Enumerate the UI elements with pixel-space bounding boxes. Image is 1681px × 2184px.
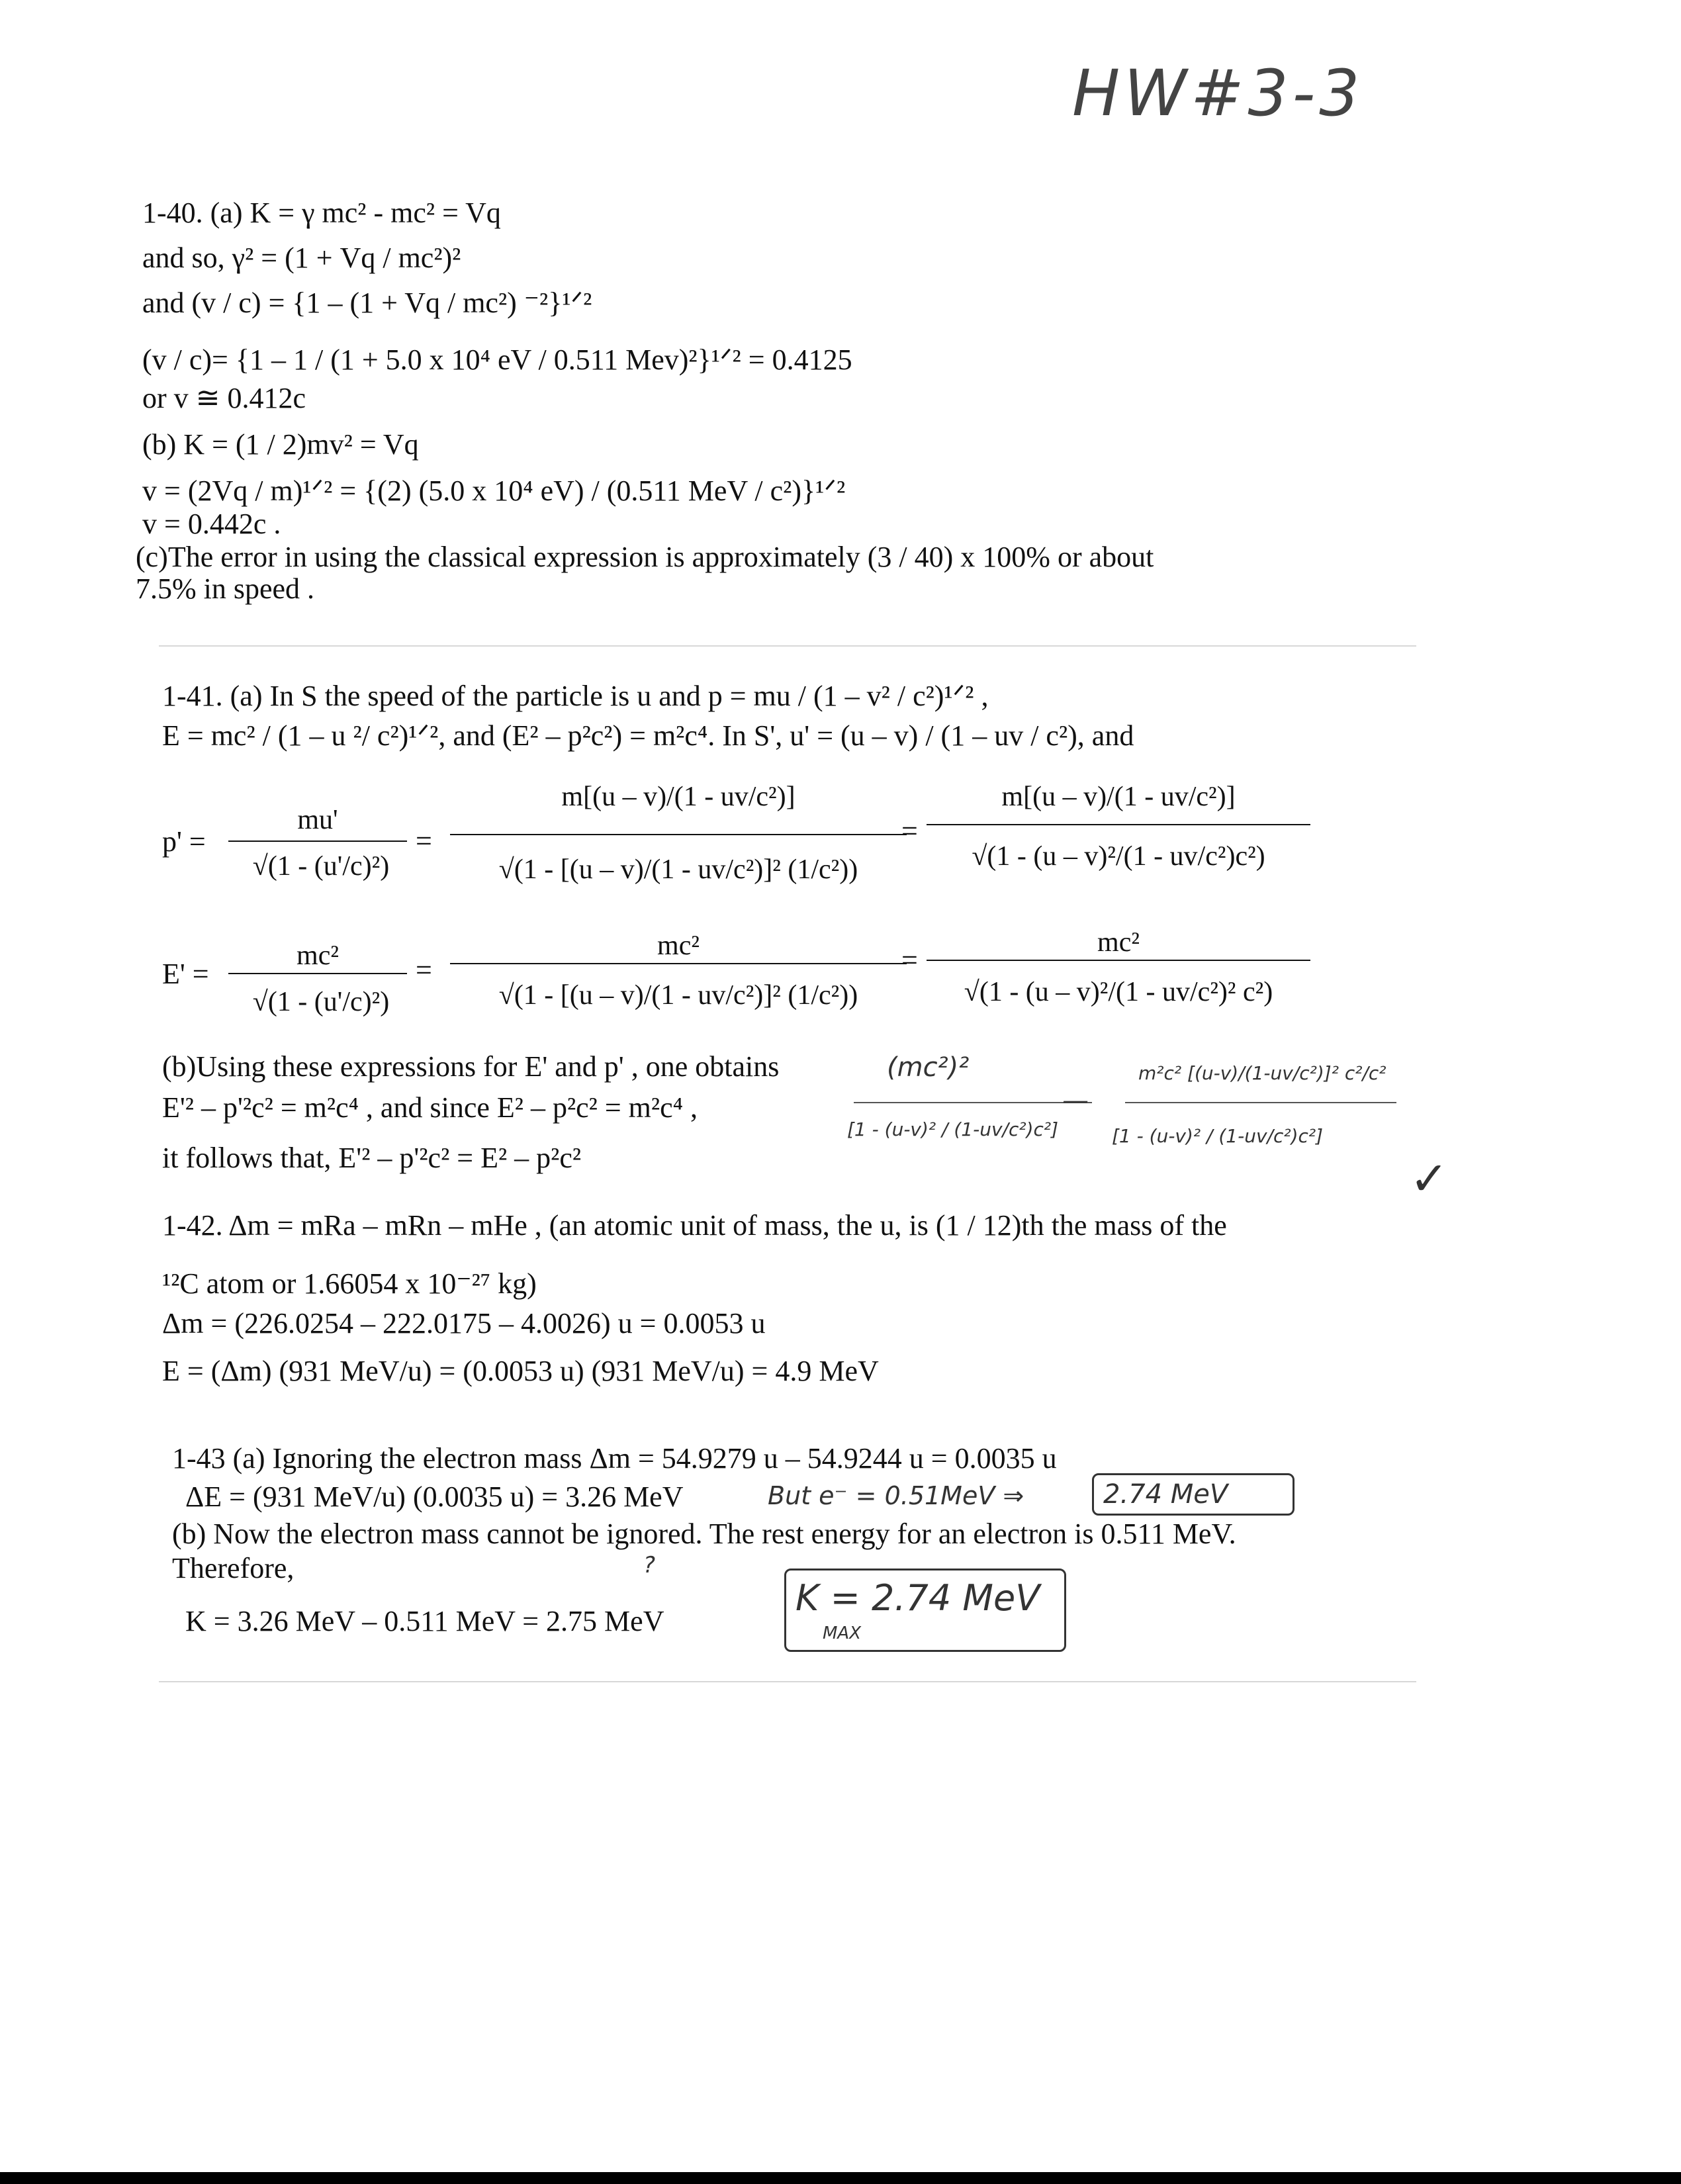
p141-line-b1: (b)Using these expressions for E' and p' , one obtains: [162, 1050, 780, 1083]
p141-e-den2: √(1 - [(u – v)/(1 - uv/c²)]² (1/c²)): [498, 980, 858, 1011]
p142-line-2: ¹²C atom or 1.66054 x 10⁻²⁷ kg): [162, 1267, 537, 1300]
p143-line-3: (b) Now the electron mass cannot be ignored. The rest energy for an electron is 0.511 MeV.: [172, 1518, 1236, 1550]
p141-line-b2: E'² – p'²c² = m²c⁴ , and since E² – p²c² = m²c⁴ ,: [162, 1091, 698, 1124]
p141-p-num2: m[(u – v)/(1 - uv/c²)]: [561, 782, 795, 812]
p140-line-b1: (b) K = (1 / 2)mv² = Vq: [142, 428, 419, 461]
p141-p-eq1: =: [416, 825, 432, 857]
divider-1: [159, 645, 1416, 647]
p141-p-den3: √(1 - (u – v)²/(1 - uv/c²)c²): [972, 841, 1265, 872]
p142-line-4: E = (Δm) (931 MeV/u) = (0.0053 u) (931 MeV/u) = 4.9 MeV: [162, 1355, 879, 1387]
p140-line-a5: or v ≅ 0.412c: [142, 382, 306, 414]
p143-hand-note: But e⁻ = 0.51MeV ⇒: [768, 1481, 1024, 1510]
divider-2: [159, 1681, 1416, 1682]
p141-hand-check: ✓: [1410, 1152, 1449, 1206]
p141-e-num2: mc²: [657, 931, 700, 961]
p143-k-box-sub: MAX: [823, 1623, 862, 1643]
p143-k-box-text: K = 2.74 MeV: [795, 1577, 1040, 1619]
p141-e-den1: √(1 - (u'/c)²): [252, 987, 390, 1017]
p141-hand-num1: (mc²)²: [887, 1052, 970, 1083]
p141-p-den1: √(1 - (u'/c)²): [252, 851, 390, 882]
p141-line-b3: it follows that, E'² – p'²c² = E² – p²c²: [162, 1142, 582, 1174]
p141-hand-bar1: [854, 1102, 1092, 1103]
p141-line-a2: E = mc² / (1 – u ²/ c²)¹ᐟ², and (E² – p²c²) = m²c⁴. In S', u' = (u – v) / (1 – uv / c²), and: [162, 719, 1134, 752]
p141-e-eq2: =: [901, 944, 918, 976]
p141-e-eq1: =: [416, 954, 432, 986]
p141-e-label: E' =: [162, 958, 209, 990]
p141-e-bar3: [927, 960, 1310, 961]
p141-hand-num2: m²c² [(u-v)/(1-uv/c²)]² c²/c²: [1138, 1062, 1386, 1084]
scan-edge-bar: [0, 2172, 1681, 2184]
p143-line-4: Therefore,: [172, 1552, 295, 1584]
p141-hand-den2: [1 - (u-v)² / (1-uv/c²)c²]: [1112, 1125, 1324, 1147]
p141-p-bar1: [228, 841, 407, 842]
p140-line-a2: and so, γ² = (1 + Vq / mc²)²: [142, 242, 461, 274]
p141-hand-minus: —: [1062, 1085, 1089, 1116]
p143-line-1: 1-43 (a) Ignoring the electron mass Δm = 54.9279 u – 54.9244 u = 0.0035 u: [172, 1442, 1057, 1475]
p141-e-bar2: [450, 963, 907, 964]
p141-p-den2: √(1 - [(u – v)/(1 - uv/c²)]² (1/c²)): [498, 854, 858, 885]
p141-p-label: p' =: [162, 825, 206, 858]
p143-answer-box: [1092, 1473, 1295, 1516]
p141-e-den3: √(1 - (u – v)²/(1 - uv/c²)² c²): [964, 977, 1273, 1007]
p140-line-a1: 1-40. (a) K = γ mc² - mc² = Vq: [142, 197, 501, 229]
p143-k-box: [784, 1569, 1066, 1652]
hw-label: HW#3-3: [1072, 56, 1364, 130]
p141-p-bar3: [927, 824, 1310, 825]
p140-line-b2: v = (2Vq / m)¹ᐟ² = {(2) (5.0 x 10⁴ eV) / (0.511 MeV / c²)}¹ᐟ²: [142, 475, 846, 507]
p142-line-1: 1-42. Δm = mRa – mRn – mHe , (an atomic unit of mass, the u, is (1 / 12)th the mass of the: [162, 1209, 1227, 1242]
p141-p-num1: mu': [297, 805, 338, 835]
p142-line-3: Δm = (226.0254 – 222.0175 – 4.0026) u = 0.0053 u: [162, 1307, 766, 1340]
p141-p-bar2: [450, 834, 907, 835]
p141-e-bar1: [228, 973, 407, 974]
p143-line-2: ΔE = (931 MeV/u) (0.0035 u) = 3.26 MeV: [185, 1480, 684, 1513]
p141-hand-den1: [1 - (u-v)² / (1-uv/c²)c²]: [847, 1118, 1059, 1140]
p141-hand-bar2: [1125, 1102, 1396, 1103]
p141-line-a1: 1-41. (a) In S the speed of the particle is u and p = mu / (1 – v² / c²)¹ᐟ² ,: [162, 680, 989, 712]
p141-p-num3: m[(u – v)/(1 - uv/c²)]: [1001, 782, 1236, 812]
p141-e-num1: mc²: [296, 940, 339, 971]
p140-line-c1: (c)The error in using the classical expression is approximately (3 / 40) x 100% or about: [136, 541, 1154, 573]
p140-line-b3: v = 0.442c .: [142, 508, 281, 540]
p140-line-c2: 7.5% in speed .: [136, 572, 315, 605]
p140-line-a3: and (v / c) = {1 – (1 + Vq / mc²) ⁻²}¹ᐟ²: [142, 287, 592, 319]
p143-line-5: K = 3.26 MeV – 0.511 MeV = 2.75 MeV: [185, 1605, 664, 1637]
p141-e-num3: mc²: [1097, 927, 1140, 958]
p143-answer-box-text: 2.74 MeV: [1103, 1479, 1228, 1510]
p140-line-a4: (v / c)= {1 – 1 / (1 + 5.0 x 10⁴ eV / 0.511 Mev)²}¹ᐟ² = 0.4125: [142, 343, 852, 376]
p141-p-eq2: =: [901, 815, 918, 847]
p143-question-mark: ?: [643, 1552, 656, 1578]
